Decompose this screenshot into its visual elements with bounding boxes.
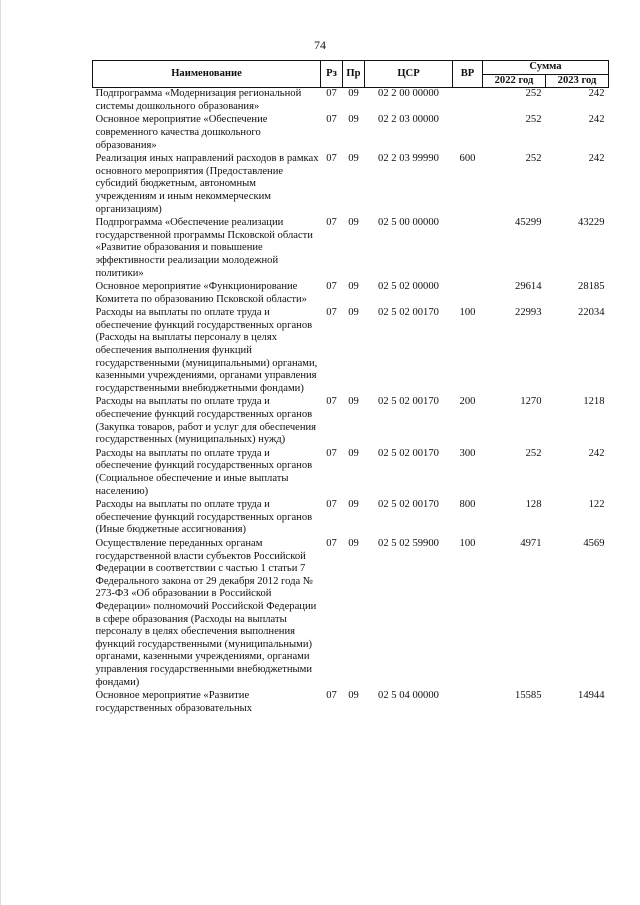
header-year-2022: 2022 год xyxy=(483,74,546,88)
header-year-2023: 2023 год xyxy=(546,74,609,88)
row-sum-2022: 1270 xyxy=(520,396,542,408)
row-sum-2022: 45299 xyxy=(515,217,542,229)
row-rz: 07 xyxy=(326,396,337,408)
row-csr: 02 2 03 99990 xyxy=(378,153,439,165)
row-vr xyxy=(453,114,483,153)
row-vr xyxy=(453,88,483,115)
header-pr: Пр xyxy=(343,61,365,88)
row-pr: 09 xyxy=(348,217,359,229)
row-vr: 200 xyxy=(459,396,476,408)
table-row xyxy=(93,281,609,307)
row-pr: 09 xyxy=(348,88,359,100)
row-sum-2023: 22034 xyxy=(578,307,605,319)
row-sum-2023: 14944 xyxy=(578,690,605,702)
row-vr: 600 xyxy=(459,153,476,165)
row-sum-2023: 4569 xyxy=(583,537,605,549)
row-sum-2023: 242 xyxy=(588,114,605,126)
row-name: Расходы на выплаты по оплате труда и обеспечение функций государственных органов (Социальное обеспечение и иные выплаты населению) xyxy=(95,447,313,497)
row-sum-2022: 252 xyxy=(525,88,542,100)
row-vr xyxy=(453,217,483,281)
row-csr: 02 5 02 00170 xyxy=(378,447,439,459)
row-pr: 09 xyxy=(348,396,359,408)
row-rz: 07 xyxy=(326,537,337,549)
row-rz: 07 xyxy=(326,114,337,126)
row-pr: 09 xyxy=(348,499,359,511)
table-row xyxy=(93,690,609,716)
row-rz: 07 xyxy=(326,499,337,511)
row-name: Расходы на выплаты по оплате труда и обеспечение функций государственных органов (Иные бюджетные ассигнования) xyxy=(95,499,313,536)
row-vr: 800 xyxy=(459,499,476,511)
row-csr: 02 5 02 00170 xyxy=(378,396,439,408)
row-sum-2023: 242 xyxy=(588,153,605,165)
row-csr: 02 2 00 00000 xyxy=(378,88,439,100)
table-row xyxy=(93,499,609,538)
header-rz: Рз xyxy=(321,61,343,88)
row-pr: 09 xyxy=(348,690,359,702)
row-vr xyxy=(453,690,483,716)
header-csr: ЦСР xyxy=(365,61,453,88)
row-sum-2022: 128 xyxy=(525,499,542,511)
row-pr: 09 xyxy=(348,153,359,165)
row-vr: 100 xyxy=(459,307,476,319)
budget-table xyxy=(92,60,609,716)
row-rz: 07 xyxy=(326,153,337,165)
row-sum-2023: 122 xyxy=(588,499,605,511)
row-csr: 02 5 02 59900 xyxy=(378,537,439,549)
row-vr: 300 xyxy=(459,447,476,459)
row-sum-2023: 43229 xyxy=(578,217,605,229)
row-name: Основное мероприятие «Функционирование Комитета по образованию Псковской области» xyxy=(95,281,307,305)
header-name: Наименование xyxy=(93,61,321,88)
row-sum-2022: 22993 xyxy=(515,307,542,319)
row-pr: 09 xyxy=(348,281,359,293)
table-row xyxy=(93,538,609,690)
row-vr xyxy=(453,281,483,307)
row-name: Расходы на выплаты по оплате труда и обеспечение функций государственных органов (Расходы на выплаты персоналу в целях обеспечения выполнения функций государственными (муниципальными) органами, казенными учреждениями, органами управления государственными внебюджетными фондами) xyxy=(95,307,318,394)
table-body xyxy=(93,88,609,717)
row-name: Осуществление переданных органам государственной власти субъектов Российской Федерации в соответствии с частью 1 статьи 7 Федерального закона от 29 декабря 2012 года № 273-ФЗ «Об образовании в Российской Федерации» полномочий Российской Федерации в сфере образования (Расходы на выплаты персоналу в целях обеспечения выполнения функций государственными (муниципальными) органами, казенными учреждениями, органами управления государственными внебюджетными фондами) xyxy=(95,537,317,688)
row-csr: 02 5 02 00000 xyxy=(378,281,439,293)
row-sum-2023: 242 xyxy=(588,88,605,100)
row-rz: 07 xyxy=(326,690,337,702)
table-row xyxy=(93,307,609,396)
row-pr: 09 xyxy=(348,537,359,549)
row-rz: 07 xyxy=(326,281,337,293)
row-name: Подпрограмма «Обеспечение реализации государственной программы Псковской области «Развитие образования и повышение эффективности реализации молодежной политики» xyxy=(95,217,313,279)
row-pr: 09 xyxy=(348,307,359,319)
page-edge xyxy=(0,0,1,905)
row-csr: 02 5 04 00000 xyxy=(378,690,439,702)
row-sum-2022: 4971 xyxy=(520,537,542,549)
row-rz: 07 xyxy=(326,88,337,100)
row-rz: 07 xyxy=(326,447,337,459)
row-name: Реализация иных направлений расходов в рамках основного мероприятия (Предоставление субсидий бюджетным, автономным учреждениям и иным некоммерческим организациям) xyxy=(95,153,319,215)
table-row xyxy=(93,217,609,281)
row-rz: 07 xyxy=(326,307,337,319)
row-rz: 07 xyxy=(326,217,337,229)
row-csr: 02 5 02 00170 xyxy=(378,307,439,319)
row-sum-2023: 1218 xyxy=(583,396,605,408)
row-pr: 09 xyxy=(348,447,359,459)
table-header xyxy=(93,61,609,88)
row-sum-2023: 28185 xyxy=(578,281,605,293)
row-csr: 02 5 02 00170 xyxy=(378,499,439,511)
table-row xyxy=(93,153,609,217)
row-sum-2022: 15585 xyxy=(515,690,542,702)
table-row xyxy=(93,448,609,499)
row-sum-2022: 252 xyxy=(525,153,542,165)
row-sum-2023: 242 xyxy=(588,447,605,459)
row-sum-2022: 29614 xyxy=(515,281,542,293)
row-csr: 02 2 03 00000 xyxy=(378,114,439,126)
page-number: 74 xyxy=(314,38,326,52)
row-vr: 100 xyxy=(459,537,476,549)
row-csr: 02 5 00 00000 xyxy=(378,217,439,229)
row-sum-2022: 252 xyxy=(525,447,542,459)
header-sum: Сумма xyxy=(483,61,609,75)
row-sum-2022: 252 xyxy=(525,114,542,126)
row-name: Подпрограмма «Модернизация региональной системы дошкольного образования» xyxy=(95,88,302,112)
row-name: Основное мероприятие «Обеспечение современного качества дошкольного образования» xyxy=(95,114,268,151)
row-pr: 09 xyxy=(348,114,359,126)
table-row xyxy=(93,396,609,447)
table-row xyxy=(93,114,609,153)
table-row xyxy=(93,88,609,115)
header-vr: ВР xyxy=(453,61,483,88)
row-name: Основное мероприятие «Развитие государственных образовательных xyxy=(95,690,253,714)
row-name: Расходы на выплаты по оплате труда и обеспечение функций государственных органов (Закупка товаров, работ и услуг для обеспечения государственных (муниципальных) нужд) xyxy=(95,396,317,446)
